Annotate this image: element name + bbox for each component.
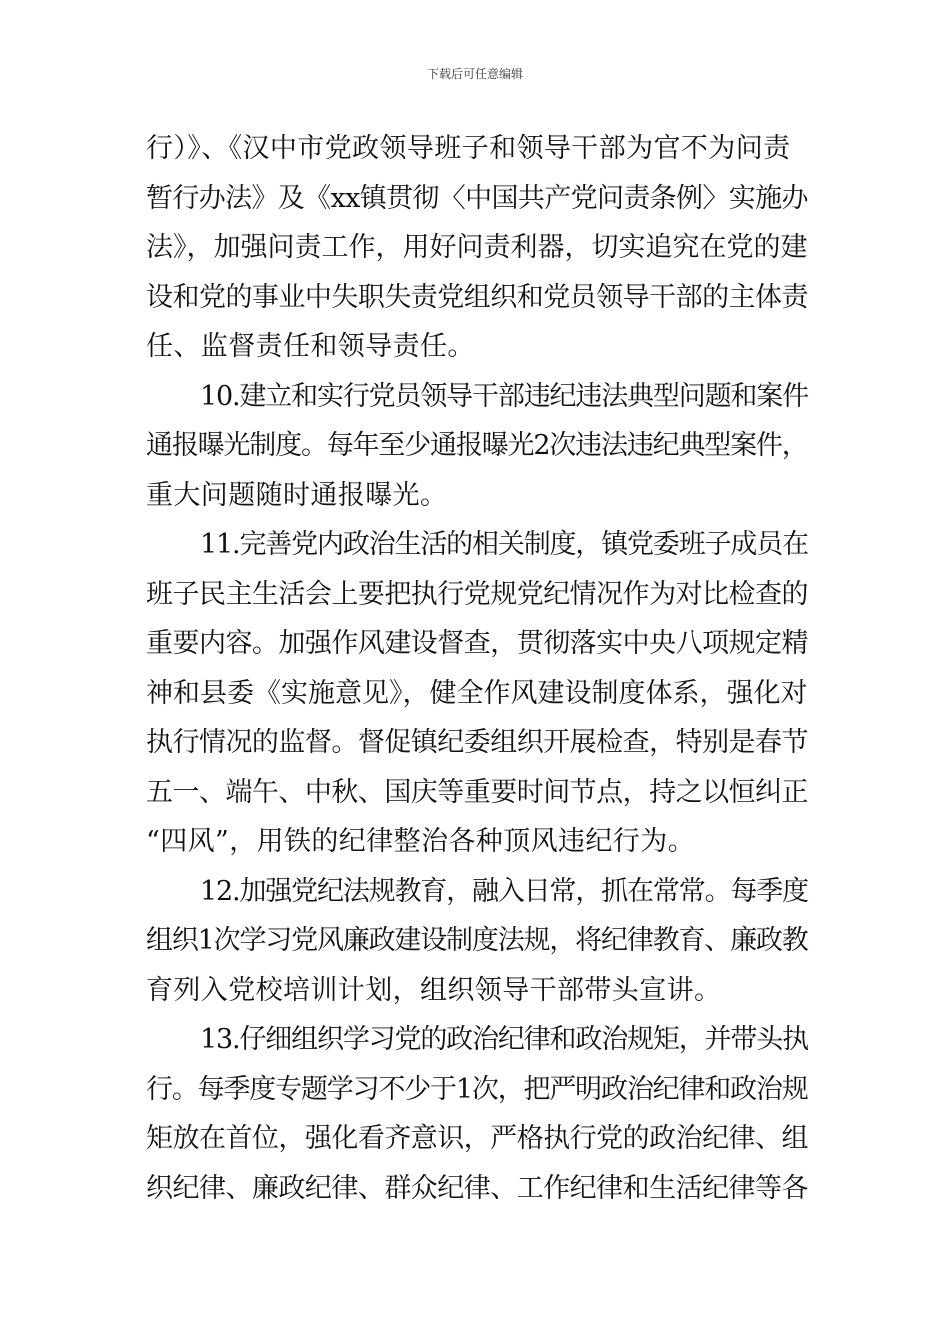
paragraph-line: 育列入党校培训计划，组织领导干部带头宣讲。 — [146, 974, 722, 1006]
paragraph-line: 神和县委《实施意见》，健全作风建设制度体系，强化对 — [146, 677, 808, 709]
paragraph-line: 五一、端午、中秋、国庆等重要时间节点，持之以恒纠正 — [146, 776, 808, 808]
paragraph-first-line: 10.建立和实行党员领导干部违纪违法典型问题和案件 — [200, 380, 808, 412]
paragraph-line: “四风”，用铁的纪律整治各种顶风违纪行为。 — [146, 826, 696, 857]
paragraph-first-line: 11.完善党内政治生活的相关制度，镇党委班子成员在 — [200, 529, 808, 560]
paragraph-line: 行）》、《汉中市党政领导班子和领导干部为官不为问责 — [146, 133, 791, 164]
paragraph-line: 暂行办法》及《xx镇贯彻〈中国共产党问责条例〉实施办 — [146, 182, 808, 214]
paragraph-line: 通报曝光制度。每年至少通报曝光2次违法违纪典型案件， — [146, 430, 808, 461]
paragraph-line: 执行情况的监督。督促镇纪委组织开展检查，特别是春节 — [146, 727, 808, 758]
paragraph-line: 行。每季度专题学习不少于1次，把严明政治纪律和政治规 — [146, 1073, 808, 1105]
paragraph-line: 重大问题随时通报曝光。 — [146, 479, 448, 511]
paragraph-line: 重要内容。加强作风建设督查，贯彻落实中央八项规定精 — [146, 628, 808, 659]
paragraph-line: 组织1次学习党风廉政建设制度法规，将纪律教育、廉政教 — [146, 925, 808, 956]
paragraph-first-line: 12.加强党纪法规教育，融入日常，抓在常常。每季度 — [200, 875, 808, 907]
paragraph-line: 设和党的事业中失职失责党组织和党员领导干部的主体责 — [146, 281, 808, 313]
paragraph-line: 班子民主生活会上要把执行党规党纪情况作为对比检查的 — [146, 578, 808, 610]
paragraph-line: 织纪律、廉政纪律、群众纪律、工作纪律和生活纪律等各 — [146, 1172, 808, 1204]
paragraph-line: 矩放在首位，强化看齐意识，严格执行党的政治纪律、组 — [146, 1123, 808, 1154]
paragraph-line: 任、监督责任和领导责任。 — [146, 331, 475, 362]
paragraph-first-line: 13.仔细组织学习党的政治纪律和政治规矩，并带头执 — [200, 1024, 808, 1055]
document-body — [146, 124, 808, 1213]
page-header: 下载后可任意编辑 — [426, 67, 523, 81]
paragraph-line: 法》，加强问责工作，用好问责利器，切实追究在党的建 — [146, 232, 808, 263]
